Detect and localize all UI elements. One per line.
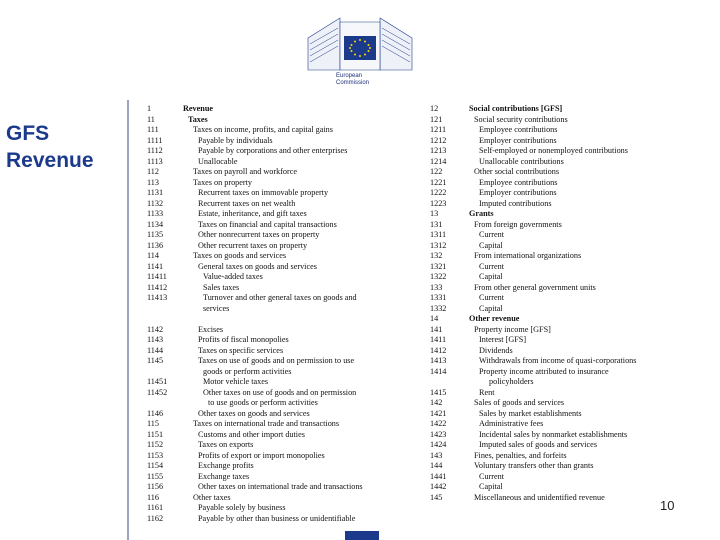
row-label: Social contributions [GFS]	[469, 104, 563, 113]
row-label: Motor vehicle taxes	[203, 377, 269, 386]
row-code: 1162	[147, 513, 164, 523]
row-label: Taxes on goods and services	[193, 251, 287, 260]
row-code: 1141	[147, 261, 164, 271]
row-label: Imputed contributions	[479, 198, 552, 208]
row-code: 1135	[147, 230, 164, 239]
table-row	[430, 125, 685, 136]
table-row	[430, 272, 685, 283]
table-row	[147, 356, 419, 367]
table-row	[147, 514, 419, 525]
row-code: 11451	[147, 377, 168, 386]
row-code: 1424	[430, 440, 447, 449]
logo-text	[336, 73, 369, 87]
table-row	[147, 251, 419, 262]
row-code: 1133	[147, 209, 164, 218]
gfs-revenue-table	[141, 100, 689, 524]
row-label: Current	[479, 261, 505, 271]
table-row	[430, 178, 685, 189]
table-row	[147, 209, 419, 220]
row-label: policyholders	[489, 377, 534, 386]
row-label: Unallocable	[198, 156, 238, 166]
row-label: Other social contributions	[474, 167, 560, 176]
table-row	[430, 304, 685, 315]
table-row	[147, 125, 419, 136]
row-label: Other recurrent taxes on property	[198, 240, 308, 250]
table-row	[147, 430, 419, 441]
row-label: Other taxes on use of goods and on permission	[203, 387, 357, 397]
row-label: Payable by other than business or unidentifiable	[198, 513, 356, 523]
row-label: Employee contributions	[479, 125, 558, 134]
row-code: 1144	[147, 345, 164, 355]
row-code: 12	[430, 104, 439, 113]
row-label: Other revenue	[469, 314, 520, 323]
row-label: Other taxes on goods and services	[198, 408, 310, 418]
table-row	[147, 367, 419, 378]
row-label: Customs and other import duties	[198, 429, 305, 439]
table-row	[147, 419, 419, 430]
row-code: 1332	[430, 303, 447, 313]
table-row	[147, 335, 419, 346]
row-label: Payable by individuals	[198, 135, 273, 145]
row-label: Administrative fees	[479, 419, 544, 428]
row-label: Employer contributions	[479, 135, 557, 145]
row-code: 141	[430, 324, 443, 334]
table-row	[147, 104, 419, 115]
row-code: 1422	[430, 419, 447, 428]
row-code: 1211	[430, 125, 447, 134]
row-label: Recurrent taxes on net wealth	[198, 198, 296, 208]
row-code: 1155	[147, 471, 164, 481]
row-code: 1151	[147, 429, 164, 439]
table-row	[147, 493, 419, 504]
row-code: 132	[430, 251, 443, 260]
row-label: goods or perform activities	[203, 366, 292, 376]
row-label: Fines, penalties, and forfeits	[474, 450, 567, 460]
table-row	[147, 157, 419, 168]
row-code: 13	[430, 209, 439, 218]
row-code: 1153	[147, 450, 164, 460]
table-row	[147, 136, 419, 147]
row-code: 1311	[430, 230, 447, 239]
table-row	[147, 388, 419, 399]
table-row	[147, 178, 419, 189]
row-label: Current	[479, 471, 505, 481]
row-code: 1156	[147, 482, 164, 491]
table-row	[147, 115, 419, 126]
row-label: Taxes on income, profits, and capital gains	[193, 125, 333, 134]
row-label: Grants	[469, 209, 494, 218]
row-label: services	[203, 303, 230, 313]
row-code: 1312	[430, 240, 447, 250]
row-code: 1143	[147, 335, 164, 344]
row-code: 1134	[147, 219, 164, 229]
table-row	[147, 482, 419, 493]
row-label: Taxes on property	[193, 177, 252, 187]
table-row	[147, 440, 419, 451]
vertical-divider	[127, 100, 129, 540]
row-label: From other general government units	[474, 282, 596, 292]
table-row	[430, 482, 685, 493]
row-code: 122	[430, 167, 443, 176]
table-row	[430, 440, 685, 451]
table-row	[147, 230, 419, 241]
row-label: Payable by corporations and other enterprises	[198, 146, 348, 155]
row-label: Turnover and other general taxes on goods and	[203, 293, 357, 302]
row-label: Sales of goods and services	[474, 398, 565, 407]
table-row	[147, 188, 419, 199]
row-label: Taxes on payroll and workforce	[193, 167, 298, 176]
row-label: Taxes on international trade and transactions	[193, 419, 340, 428]
row-label: Current	[479, 293, 505, 302]
table-row	[430, 419, 685, 430]
table-row	[430, 115, 685, 126]
table-row	[430, 377, 685, 388]
row-code: 1213	[430, 146, 447, 155]
row-code: 1136	[147, 240, 164, 250]
page-number: 10	[660, 498, 675, 513]
row-label: Value-added taxes	[203, 272, 263, 281]
row-label: Unallocable contributions	[479, 156, 564, 166]
row-label: to use goods or perform activities	[208, 398, 318, 407]
row-code: 1161	[147, 503, 164, 512]
row-code: 1411	[430, 335, 447, 344]
row-code: 1146	[147, 408, 164, 418]
row-label: From international organizations	[474, 251, 582, 260]
row-code: 1214	[430, 156, 447, 166]
row-code: 133	[430, 282, 443, 292]
row-code: 113	[147, 177, 159, 187]
row-label: Other taxes	[193, 492, 231, 502]
table-row	[147, 472, 419, 483]
row-label: Taxes	[188, 114, 208, 124]
row-code: 1152	[147, 440, 164, 449]
row-code: 1414	[430, 366, 447, 376]
table-row	[430, 209, 685, 220]
table-row	[147, 146, 419, 157]
table-row	[430, 146, 685, 157]
row-label: Incidental sales by nonmarket establishments	[479, 429, 628, 439]
row-label: Sales taxes	[203, 282, 240, 292]
row-code: 11	[147, 114, 155, 124]
table-row	[430, 461, 685, 472]
table-row	[430, 157, 685, 168]
row-label: From foreign governments	[474, 219, 562, 229]
row-label: Voluntary transfers other than grants	[474, 461, 594, 470]
table-row	[430, 199, 685, 210]
table-row	[430, 220, 685, 231]
bottom-accent-bar	[345, 531, 379, 540]
row-label: Other nonrecurrent taxes on property	[198, 230, 320, 239]
row-code: 116	[147, 492, 159, 502]
row-label: Taxes on use of goods and on permission to use	[198, 356, 355, 365]
table-row	[147, 503, 419, 514]
row-code: 142	[430, 398, 443, 407]
row-code: 1222	[430, 188, 447, 197]
table-row	[430, 335, 685, 346]
row-label: Social security contributions	[474, 114, 568, 124]
row-label: Miscellaneous and unidentified revenue	[474, 492, 605, 502]
table-row	[147, 304, 419, 315]
table-row	[430, 241, 685, 252]
row-label: Self-employed or nonemployed contributions	[479, 146, 628, 155]
row-label: Excises	[198, 324, 224, 334]
row-label: Employer contributions	[479, 188, 557, 197]
row-code: 121	[430, 114, 443, 124]
row-code: 11413	[147, 293, 168, 302]
row-code: 1421	[430, 408, 447, 418]
table-row	[430, 167, 685, 178]
table-row	[430, 430, 685, 441]
page-title-text: GFS Revenue	[6, 122, 94, 172]
row-code: 131	[430, 219, 443, 229]
table-row	[430, 136, 685, 147]
row-code: 1415	[430, 387, 447, 397]
table-row	[147, 314, 419, 325]
row-code: 112	[147, 167, 159, 176]
table-row	[147, 409, 419, 420]
logo-line-2: Commission	[336, 80, 370, 86]
row-label: Taxes on exports	[198, 440, 254, 449]
row-code: 1112	[147, 146, 163, 155]
row-label: Capital	[479, 240, 503, 250]
row-code: 1442	[430, 482, 447, 491]
row-code: 1412	[430, 345, 447, 355]
logo-line-1: European	[336, 73, 363, 79]
table-row	[147, 293, 419, 304]
row-code: 1441	[430, 471, 447, 481]
row-code: 1413	[430, 356, 447, 365]
row-code: 14	[430, 314, 439, 323]
table-row	[430, 314, 685, 325]
row-code: 11412	[147, 282, 168, 292]
row-code: 144	[430, 461, 443, 470]
row-label: Exchange profits	[198, 461, 254, 470]
row-code: 143	[430, 450, 443, 460]
table-row	[430, 283, 685, 294]
row-code: 114	[147, 251, 159, 260]
row-label: Estate, inheritance, and gift taxes	[198, 209, 307, 218]
row-label: Payable solely by business	[198, 503, 286, 512]
table-column-left	[147, 104, 419, 524]
table-row	[147, 167, 419, 178]
row-code: 11411	[147, 272, 167, 281]
row-label: Profits of fiscal monopolies	[198, 335, 289, 344]
table-row	[430, 409, 685, 420]
table-row	[430, 367, 685, 378]
table-row	[147, 377, 419, 388]
table-column-right	[430, 104, 685, 503]
row-code: 1423	[430, 429, 447, 439]
row-label: Sales by market establishments	[479, 408, 582, 418]
row-label: Revenue	[183, 104, 214, 113]
table-row	[430, 325, 685, 336]
table-row	[430, 251, 685, 262]
row-code: 1212	[430, 135, 447, 145]
row-label: Rent	[479, 387, 495, 397]
table-row	[430, 493, 685, 504]
row-code: 1142	[147, 324, 164, 334]
row-code: 1	[147, 104, 152, 113]
row-code: 1223	[430, 198, 447, 208]
table-row	[430, 346, 685, 357]
row-label: Capital	[479, 482, 503, 491]
table-row	[430, 230, 685, 241]
row-label: Imputed sales of goods and services	[479, 440, 598, 449]
row-label: Property income [GFS]	[474, 324, 551, 334]
table-row	[430, 188, 685, 199]
row-label: Other taxes on international trade and transactions	[198, 482, 363, 491]
row-label: Dividends	[479, 345, 513, 355]
row-label: Capital	[479, 272, 503, 281]
row-code: 1145	[147, 356, 164, 365]
table-row	[147, 199, 419, 210]
table-row	[147, 220, 419, 231]
row-code: 1132	[147, 198, 164, 208]
table-row	[430, 262, 685, 273]
table-row	[430, 472, 685, 483]
table-row	[147, 346, 419, 357]
row-code: 111	[147, 125, 159, 134]
row-label: Exchange taxes	[198, 471, 250, 481]
row-label: General taxes on goods and services	[198, 261, 317, 271]
table-row	[147, 398, 419, 409]
row-code: 11452	[147, 387, 168, 397]
row-label: Employee contributions	[479, 177, 558, 187]
row-label: Taxes on specific services	[198, 345, 284, 355]
row-code: 1113	[147, 156, 163, 166]
table-row	[147, 241, 419, 252]
row-code: 1221	[430, 177, 447, 187]
page-title	[6, 120, 121, 174]
table-row	[147, 262, 419, 273]
table-row	[430, 388, 685, 399]
row-code: 1131	[147, 188, 164, 197]
table-row	[430, 356, 685, 367]
row-label: Profits of export or import monopolies	[198, 450, 325, 460]
table-row	[430, 451, 685, 462]
table-row	[430, 104, 685, 115]
table-row	[147, 461, 419, 472]
row-label: Capital	[479, 303, 503, 313]
row-code: 1154	[147, 461, 164, 470]
row-code: 1321	[430, 261, 447, 271]
row-code: 115	[147, 419, 159, 428]
row-label: Recurrent taxes on immovable property	[198, 188, 329, 197]
table-row	[147, 272, 419, 283]
table-row	[147, 325, 419, 336]
row-code: 1111	[147, 135, 163, 145]
table-row	[147, 283, 419, 294]
row-label: Property income attributed to insurance	[479, 366, 609, 376]
row-label: Withdrawals from income of quasi-corporations	[479, 356, 637, 365]
table-row	[147, 451, 419, 462]
table-row	[430, 398, 685, 409]
row-label: Interest [GFS]	[479, 335, 527, 344]
row-code: 1322	[430, 272, 447, 281]
row-label: Current	[479, 230, 505, 239]
row-code: 145	[430, 492, 443, 502]
row-label: Taxes on financial and capital transactions	[198, 219, 337, 229]
table-row	[430, 293, 685, 304]
row-code: 1331	[430, 293, 447, 302]
